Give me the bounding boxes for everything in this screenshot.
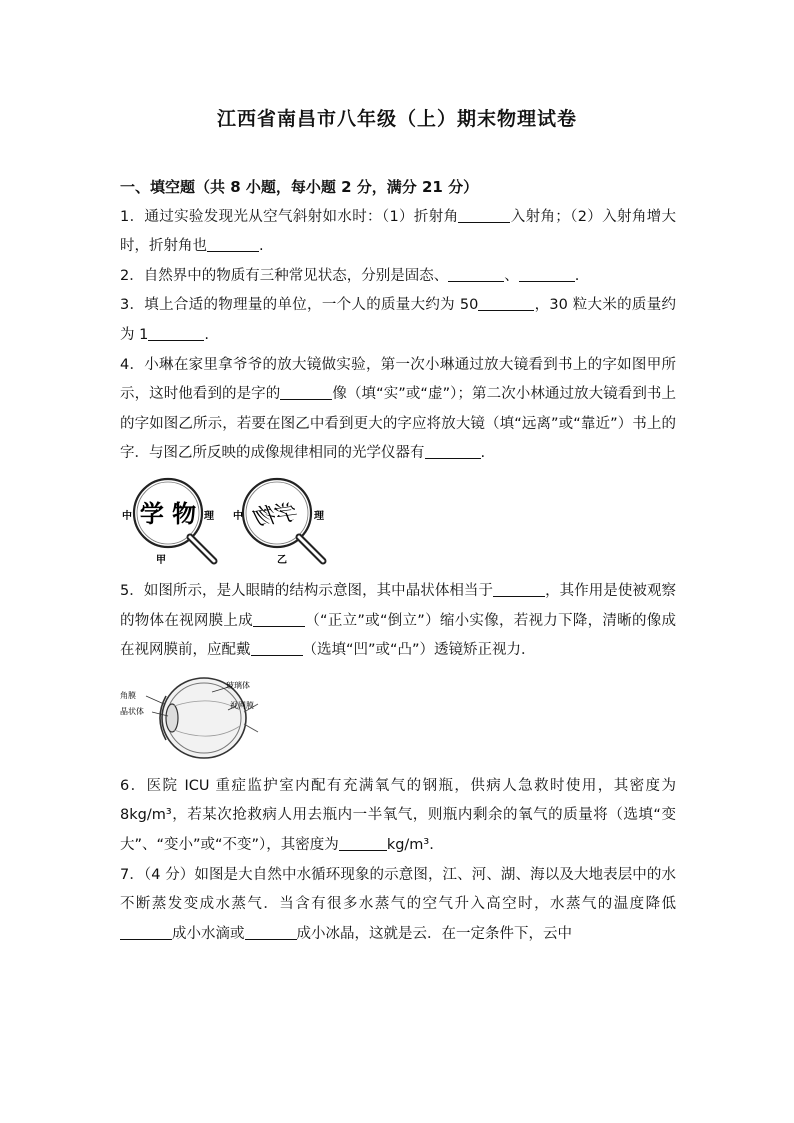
answer-blank[interactable] — [519, 266, 575, 282]
question-6: 6．医院 ICU 重症监护室内配有充满氧气的钢瓶，供病人急救时使用，其密度为 8kg/m³，若某次抢救病人用去瓶内一半氧气，则瓶内剩余的氧气的质量将（选填“变大”、“变小”或“不变”），其密度为 kg/m³. — [120, 777, 676, 853]
answer-blank[interactable] — [339, 835, 387, 851]
mag-jia-lens-text: 学 物 — [139, 499, 197, 528]
answer-blank[interactable] — [458, 207, 510, 223]
answer-blank[interactable] — [280, 384, 332, 400]
answer-blank[interactable] — [253, 611, 305, 627]
answer-blank[interactable] — [425, 443, 481, 459]
question-7: 7．（4 分）如图是大自然中水循环现象的示意图，江、河、湖、海以及大地表层中的水不断蒸发变成水蒸气．当含有很多水蒸气的空气升入高空时，水蒸气的温度降低成小水滴或 成小冰晶，这就是云．在一定条件下，云中 — [120, 866, 676, 942]
question-5: 5．如图所示，是人眼睛的结构示意图，其中晶状体相当于 ，其作用是使被观察的物体在视网膜上成 （“正立”或“倒立”）缩小实像，若视力下降，清晰的像成在视网膜前，应配戴 （选填“凹”或“凸”）透镜矫正视力． — [120, 582, 677, 659]
magnifier-jia — [122, 479, 215, 566]
answer-blank[interactable] — [148, 325, 204, 341]
answer-blank[interactable] — [448, 266, 504, 282]
magnifier-figure — [120, 475, 676, 571]
answer-blank[interactable] — [251, 640, 303, 656]
question-3: 3．填上合适的物理量的单位，一个人的质量大约为 50 ，30 粒大米的质量约为 1 . — [120, 297, 676, 343]
page-title: 江西省南昌市八年级（上）期末物理试卷 — [216, 108, 577, 130]
answer-blank[interactable] — [207, 236, 259, 252]
answer-blank[interactable] — [493, 581, 545, 597]
eye-label-lens: 晶状体 — [120, 706, 144, 716]
eye-figure — [120, 674, 676, 762]
magnifier-figure-graphic — [120, 475, 340, 571]
mag-yi-caption: 乙 — [277, 554, 287, 566]
mag-yi-lens-text: 学物 — [253, 499, 301, 531]
mag-yi-left-char: 中 — [233, 510, 243, 522]
section-heading: 一、填空题（共 8 小题，每小题 2 分，满分 21 分） — [120, 178, 479, 196]
question-1: 1．通过实验发现光从空气斜射如水时：（1）折射角 入射角；（2）入射角增大时，折射角也 . — [120, 208, 677, 255]
magnifier-yi — [233, 479, 325, 566]
answer-blank[interactable] — [120, 924, 172, 940]
eye-label-cornea: 角膜 — [120, 690, 136, 700]
question-4: 4．小琳在家里拿爷爷的放大镜做实验，第一次小琳通过放大镜看到书上的字如图甲所示，这时他看到的是字的 像（填“实”或“虚”）；第二次小林通过放大镜看到书上的字如图乙所示，若要在图乙中看到更大的字应将放大镜（填“远离”或“靠近”）书上的字．与图乙所反映的成像规律相同的光学仪器有 . — [120, 356, 677, 462]
mag-jia-left-char: 中 — [122, 510, 132, 522]
mag-yi-right-char: 理 — [314, 510, 324, 522]
question-2: 2．自然界中的物质有三种常见状态，分别是固态、 、 . — [120, 267, 580, 284]
answer-blank[interactable] — [245, 924, 297, 940]
eye-label-retina: 视网膜 — [230, 700, 254, 710]
mag-jia-right-char: 理 — [204, 510, 214, 522]
eye-diagram — [120, 674, 260, 762]
eye-label-vitreous: 玻璃体 — [226, 680, 250, 690]
exam-content — [120, 173, 676, 949]
mag-jia-caption: 甲 — [156, 554, 166, 566]
answer-blank[interactable] — [478, 295, 534, 311]
